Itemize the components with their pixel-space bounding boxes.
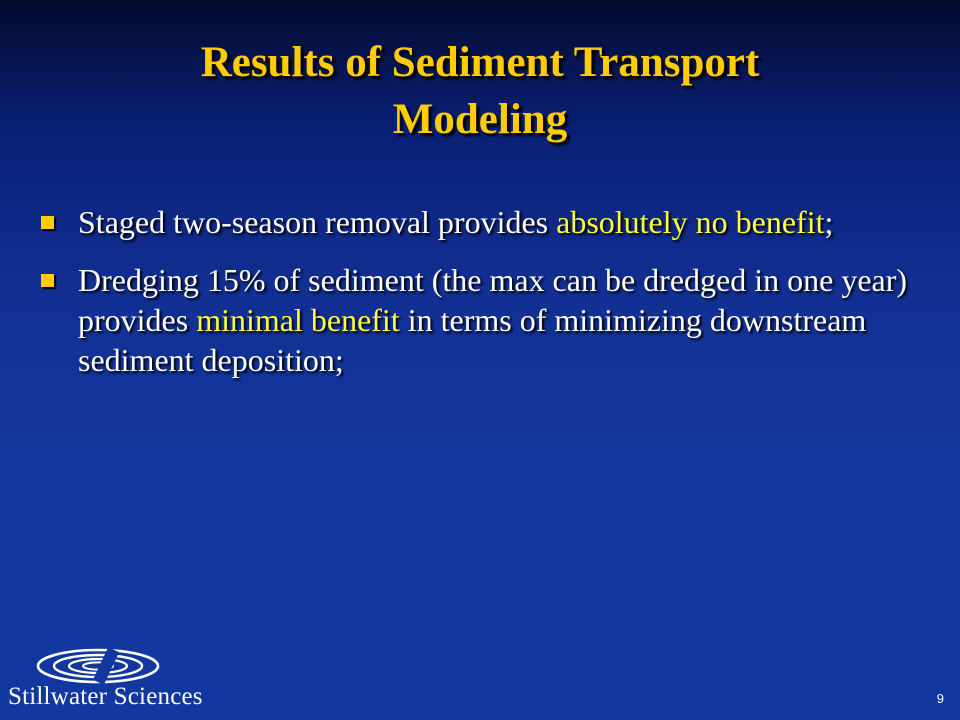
square-bullet-icon [41, 216, 54, 229]
bullet-item-2 [78, 260, 928, 380]
logo-text: Stillwater Sciences [8, 683, 203, 710]
bullet-text: Staged two-season removal provides [78, 204, 557, 240]
slide-title-line-2: Modeling [392, 96, 568, 143]
page-number: 9 [936, 691, 944, 706]
square-bullet-icon [41, 274, 54, 287]
bullet-text-end: ; [824, 204, 834, 240]
bullet-item-1 [78, 202, 928, 242]
bullet-highlight: absolutely no benefit [556, 204, 825, 240]
bullet-text-end: in terms of minimizing downstream sediment deposition; [78, 302, 867, 378]
bullet-list [78, 202, 928, 398]
bullet-highlight: minimal benefit [196, 302, 400, 338]
slide-title-line-1: Results of Sediment Transport [200, 39, 760, 86]
bullet-text: Dredging 15% of sediment (the max can be dredged in one year) provides [78, 262, 908, 338]
stillwater-sciences-logo [8, 648, 203, 716]
concentric-ripples-icon [36, 648, 176, 684]
slide-title [80, 34, 880, 148]
